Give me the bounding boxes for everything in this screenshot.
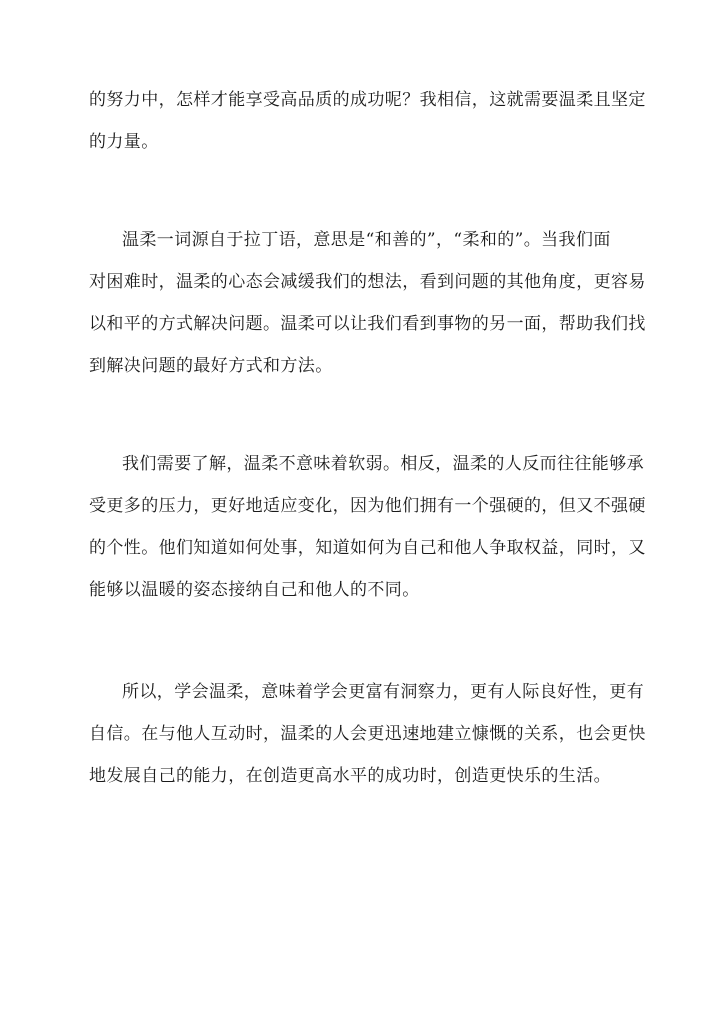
paragraph-2-line-2: 对困难时，温柔的心态会减缓我们的想法，看到问题的其他角度，更容易 bbox=[89, 272, 646, 292]
paragraph-3-line-2: 受更多的压力，更好地适应变化，因为他们拥有一个强硬的，但又不强硬 bbox=[89, 496, 646, 516]
paragraph-2-line-4: 到解决问题的最好方式和方法。 bbox=[89, 356, 333, 376]
paragraph-2-line-3: 以和平的方式解决问题。温柔可以让我们看到事物的另一面，帮助我们找 bbox=[89, 314, 646, 334]
paragraph-4-line-2: 自信。在与他人互动时，温柔的人会更迅速地建立慷慨的关系，也会更快 bbox=[89, 724, 646, 744]
paragraph-2-line-1: 温柔一词源自于拉丁语，意思是“和善的”，“柔和的”。当我们面 bbox=[122, 230, 611, 250]
paragraph-4-line-3: 地发展自己的能力，在创造更高水平的成功时，创造更快乐的生活。 bbox=[89, 766, 611, 786]
paragraph-1-line-1: 的努力中，怎样才能享受高品质的成功呢？我相信，这就需要温柔且坚定 bbox=[89, 90, 646, 110]
paragraph-1-line-2: 的力量。 bbox=[89, 132, 159, 152]
paragraph-3-line-1: 我们需要了解，温柔不意味着软弱。相反，温柔的人反而往往能够承 bbox=[122, 454, 644, 474]
paragraph-3-line-4: 能够以温暖的姿态接纳自己和他人的不同。 bbox=[89, 580, 420, 600]
paragraph-4-line-1: 所以，学会温柔，意味着学会更富有洞察力，更有人际良好性，更有 bbox=[122, 682, 644, 702]
paragraph-3-line-3: 的个性。他们知道如何处事，知道如何为自己和他人争取权益，同时，又 bbox=[89, 538, 646, 558]
